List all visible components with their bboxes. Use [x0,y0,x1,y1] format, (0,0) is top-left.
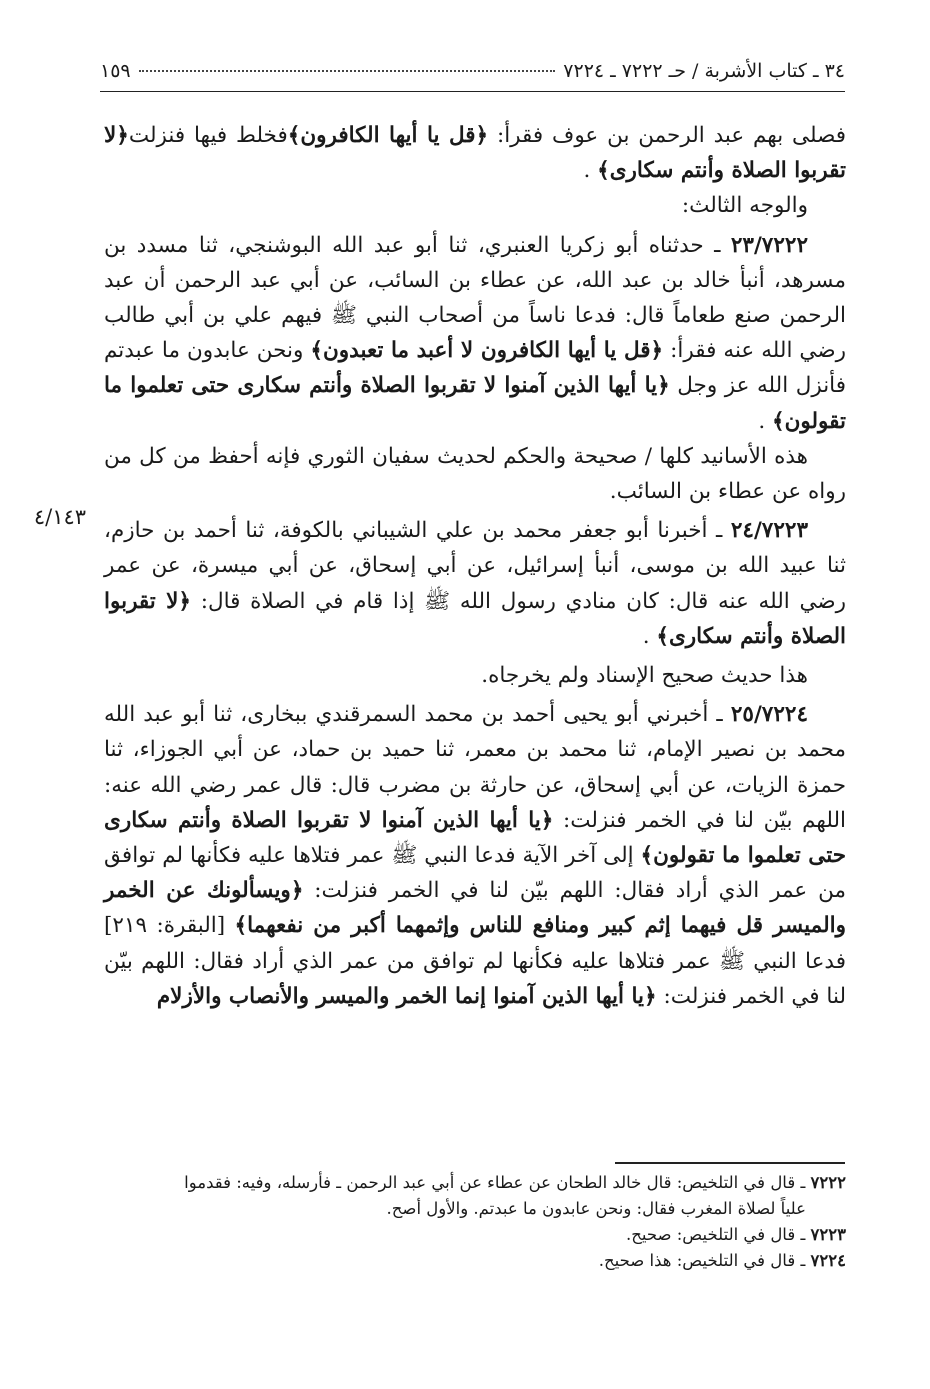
paragraph [104,228,846,439]
text-run: [البقرة: ٢١٩] فدعا النبي ﷺ عمر فتلاها عليه فكأنها لم توافق من عمر الذي أراد فقال: اللهم بيّن لنا في الخمر فنزلت: [104,913,846,1009]
footnote [104,1248,846,1274]
footnote-separator [615,1162,845,1164]
footnote-text: ـ قال في التلخيص: هذا صحيح. [598,1251,811,1270]
footnote-number: ٧٢٢٣ [810,1225,846,1244]
footnotes [104,1170,846,1274]
text-run: ونحن عابدون ما عبدتم فأنزل الله عز وجل [104,338,847,399]
bold-text: ﴿يا أيها الذين آمنوا لا تقربوا الصلاة وأنتم سكارى حتى تعلموا ما تقولون﴾ [104,373,846,434]
paragraph [104,697,846,1014]
footnote [104,1170,846,1196]
page-number: ١٥٩ [100,60,131,82]
text-run: . [642,623,657,649]
paragraph [104,513,846,654]
text-run: . [583,158,598,184]
text-run: ـ حدثناه أبو زكريا العنبري، ثنا أبو عبد الله البوشنجي، ثنا مسدد بن مسرهد، أنبأ خالد بن عبد الله، عن عطاء بن السائب، عن أبي عبد الرحمن أن عبد الرحمن صنع طعاماً قال: فدعا ناساً من أصحاب النبي ﷺ فيهم علي بن أبي طالب رضي الله عنه فقرأ: [104,232,846,364]
text-run: هذه الأسانيد كلها / صحيحة والحكم لحديث سفيان الثوري فإنه أحفظ من كل من رواه عن عطاء بن السائب. [104,443,846,505]
bold-text: ٢٥/٧٢٢٤ [730,702,808,728]
text-run: هذا حديث صحيح الإسناد ولم يخرجاه. [481,663,808,689]
paragraph [104,188,846,223]
text-run: ـ أخبرنا أبو جعفر محمد بن علي الشيباني بالكوفة، ثنا أحمد بن حازم، ثنا عبيد الله بن موسى، أنبأ إسرائيل، عن أبي إسحاق، عن أبي ميسرة، عن عمر رضي الله عنه قال: كان منادي رسول الله ﷺ إذا قام في الصلاة قال: [104,518,846,614]
text-run: . [758,408,772,434]
bold-text: ﴿يا أيها الذين آمنوا إنما الخمر والميسر والأنصاب والأزلام [156,983,657,1009]
footnote-text: علياً لصلاة المغرب فقال: ونحن عابدون ما عبدتم. والأول أصح. [386,1199,806,1218]
bold-text: ٢٣/٧٢٢٢ [730,232,808,258]
footnote-text: ـ قال في التلخيص: صحيح. [625,1225,811,1244]
paragraph [104,658,846,693]
footnote [104,1196,846,1222]
footnote [104,1222,846,1248]
running-title: ٣٤ ـ كتاب الأشربة / حـ ٧٢٢٢ ـ ٧٢٢٤ [563,60,845,82]
text-run: فصلى بهم عبد الرحمن بن عوف فقرأ: [488,123,846,148]
bold-text: ﴿يا أيها الذين آمنوا لا تقربوا الصلاة وأنتم سكارى حتى تعلموا ما تقولون﴾ [104,807,847,869]
margin-reference: ٤/١٤٣ [33,505,87,529]
main-text [104,118,846,1014]
paragraph [104,118,846,188]
footnote-text: ـ قال في التلخيص: قال خالد الطحان عن عطاء عن أبي عبد الرحمن ـ فأرسله، وفيه: فقدموا [184,1173,811,1192]
paragraph [104,439,846,509]
bold-text: ﴿لا تقربوا الصلاة وأنتم سكارى﴾ [104,588,846,649]
text-run: ـ أخبرني أبو يحيى أحمد بن محمد السمرقندي ببخارى، ثنا أبو عبد الله محمد بن نصير الإمام، ثنا محمد بن معمر، ثنا حميد بن حماد، عن أبي الجوزاء، ثنا حمزة الزيات، عن أبي إسحاق، عن حارثة بن مضرب قال: قال عمر رضي الله عنه: اللهم بيّن لنا في الخمر فنزلت: [104,702,846,833]
text-run: والوجه الثالث: [681,193,808,219]
bold-text: ﴿قل يا أيها الكافرون لا أعبد ما تعبدون﴾ [310,338,664,364]
bold-text: ﴿قل يا أيها الكافرون﴾ [287,123,489,148]
bold-text: ﴿لا تقربوا الصلاة وأنتم سكارى﴾ [104,123,846,184]
bold-text: ٢٤/٧٢٢٣ [730,518,808,544]
text-run: إلى آخر الآية فدعا النبي ﷺ عمر فتلاها عليه فكأنها لم توافق من عمر الذي أراد فقال: اللهم بيّن لنا في الخمر فنزلت: [104,843,846,904]
bold-text: ﴿ويسألونك عن الخمر والميسر قل فيهما إثم كبير ومنافع للناس وإثمهما أكبر من نفعهما﴾ [104,878,846,939]
footnote-number: ٧٢٢٢ [810,1173,846,1192]
text-run: فخلط فيها فنزلت [128,123,288,148]
running-header [100,60,845,92]
header-leader-dots [139,70,556,72]
footnote-number: ٧٢٢٤ [810,1251,846,1270]
